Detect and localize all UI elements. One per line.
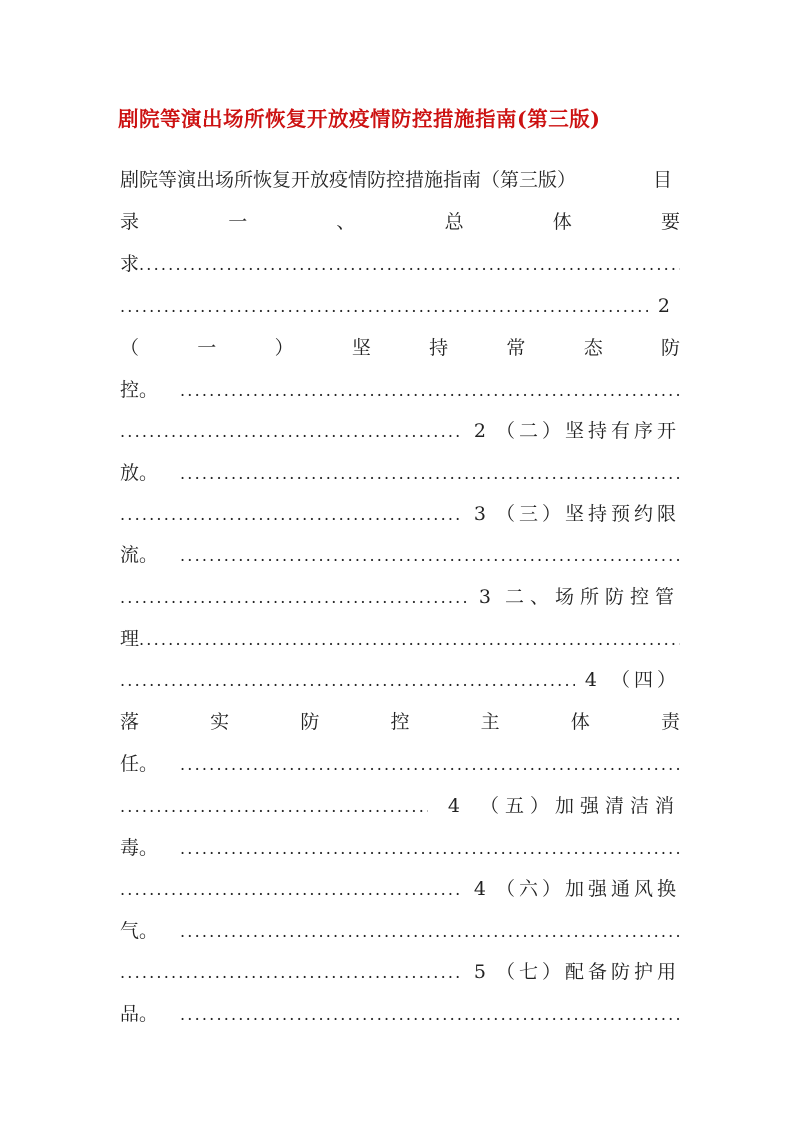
toc-char: 防 [660,337,680,359]
toc-heading-line [120,165,680,195]
toc-leader-dots [180,750,680,779]
toc-char: 体 [570,711,590,733]
toc-char: 实 [210,711,230,733]
toc-char: 一 [228,211,248,233]
toc-leader-dots [120,583,469,612]
toc-leader-dots [180,917,680,946]
toc-char: 、 [336,211,356,233]
toc-entry-label: （三）坚持预约限 [495,503,680,525]
toc-entry-tail: 毒。 [120,837,159,859]
toc-char: 要 [660,211,680,233]
toc-label: 目 [652,169,672,191]
toc-leader-dots [120,875,464,904]
toc-leader-dots [180,1000,680,1029]
toc-char: 一 [197,337,217,359]
toc-line-section-2b [120,624,680,654]
toc-line-item-1a [120,333,680,363]
toc-line-item-7a [120,957,680,987]
toc-line-item-4b [120,707,680,737]
toc-page-number: 3 [473,503,486,525]
toc-leader-dots [180,459,680,488]
toc-char: 态 [583,337,603,359]
toc-line-item-2a [120,416,680,446]
toc-page-number: 4 [447,795,460,817]
toc-page-number: 2 [657,295,670,317]
toc-line-item-3a [120,499,680,529]
toc-leader-dots [120,417,464,446]
toc-leader-dots [139,625,680,654]
toc-page-number: 4 [584,669,597,691]
toc-char: 责 [660,711,680,733]
toc-page-number: 2 [473,420,486,442]
toc-entry-tail: 求 [120,253,140,275]
toc-line-item-2b [120,458,680,488]
toc-char: 控 [390,711,410,733]
toc-line-item-7b [120,999,680,1029]
toc-char: 常 [506,337,526,359]
toc-entry-label: （六）加强通风换 [495,878,680,900]
toc-line-section-1a [120,207,680,237]
toc-line-item-6a [120,874,680,904]
toc-leader-dots [120,792,428,821]
toc-leader-dots [180,834,680,863]
toc-char: ） [274,337,294,359]
toc-entry-label: （七）配备防护用 [495,961,680,983]
toc-entry-tail: 流。 [120,544,159,566]
toc-page-number: 5 [473,961,486,983]
toc-entry-label: （五）加强清洁消 [479,795,680,817]
toc-entry-label: （四） [610,669,680,691]
toc-char: 总 [444,211,464,233]
toc-char: 主 [480,711,500,733]
toc-line-item-1b [120,375,680,405]
toc-leader-dots [120,958,464,987]
toc-char: （ [120,337,140,359]
toc-entry-tail: 控。 [120,379,159,401]
toc-entry-tail: 放。 [120,462,159,484]
toc-line-section-1c [120,291,680,321]
toc-label-cont: 录 [120,211,140,233]
toc-entry-tail: 品。 [120,1003,159,1025]
toc-char: 防 [300,711,320,733]
toc-entry-tail: 理 [120,628,140,650]
toc-leader-dots [120,500,464,529]
toc-line-item-5a [120,791,680,821]
toc-page-number: 3 [478,586,491,608]
toc-entry-label: （二）坚持有序开 [495,420,680,442]
toc-leader-dots [120,666,575,695]
toc-line-item-3b [120,540,680,570]
toc-line-item-6b [120,916,680,946]
toc-entry-tail: 任。 [120,753,159,775]
toc-leader-dots [180,541,680,570]
toc-char: 持 [429,337,449,359]
toc-leader-dots [180,376,680,405]
toc-line-item-4c [120,749,680,779]
toc-leader-dots [120,292,648,321]
toc-entry-tail: 气。 [120,920,159,942]
toc-char: 体 [552,211,572,233]
toc-char: 落 [120,711,140,733]
toc-heading: 剧院等演出场所恢复开放疫情防控措施指南（第三版） [120,169,577,191]
document-title: 剧院等演出场所恢复开放疫情防控措施指南(第三版) [118,107,601,131]
toc-line-section-1b [120,249,680,279]
toc-page-number: 4 [473,878,486,900]
toc-line-item-4a [120,665,680,695]
toc-entry-label: 二、场所防控管 [504,586,680,608]
toc-line-item-5b [120,833,680,863]
toc-line-section-2a [120,582,680,612]
toc-char: 坚 [351,337,371,359]
toc-leader-dots [139,250,680,279]
